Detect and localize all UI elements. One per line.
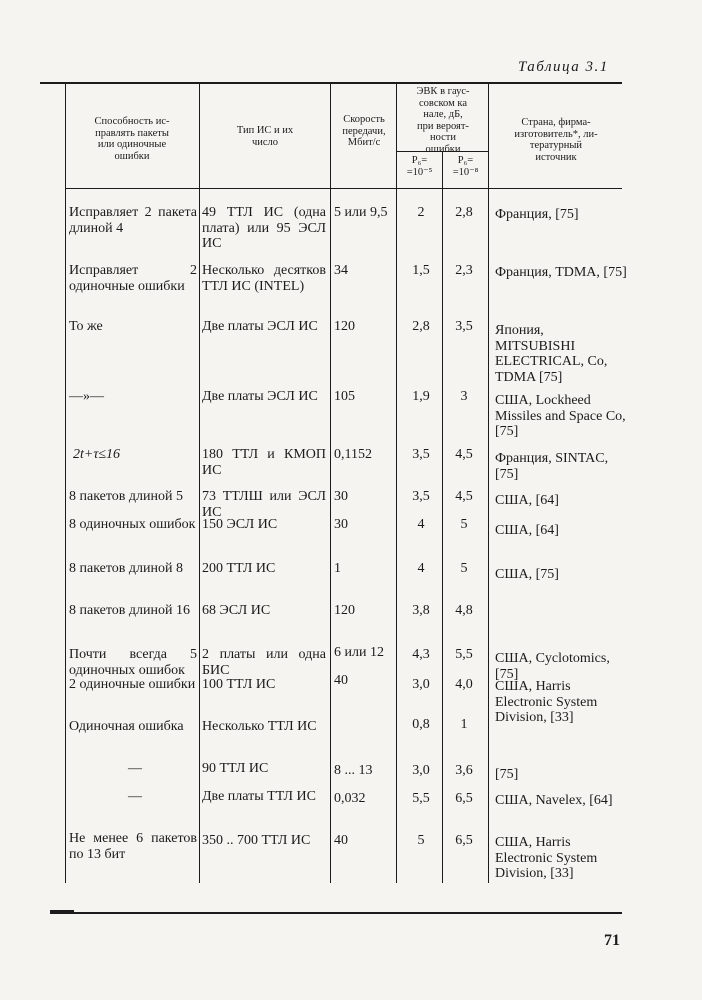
cell-speed: 0,032 (334, 791, 366, 806)
cell-source: США, [64] (495, 493, 559, 508)
cell-speed: 34 (334, 263, 348, 278)
cell-ic-type: 200 ТТЛ ИС (202, 561, 276, 576)
footer-rule (50, 912, 622, 914)
column-divider (65, 83, 66, 883)
cell-p8: 3,5 (455, 319, 473, 334)
cell-speed: 1 (334, 561, 341, 576)
cell-capability: Почти всегда 5 одиночных ошибок (69, 647, 197, 678)
cell-capability: 2 одиночные ошибки (69, 677, 196, 692)
cell-ic-type: 180 ТТЛ и КМОП ИС (202, 447, 326, 478)
header-ic-type: Тип ИС и их число (236, 125, 294, 148)
cell-capability: 8 пакетов длиной 5 (69, 489, 184, 504)
cell-p8: 5,5 (455, 647, 473, 662)
cell-source: США, Harris Electronic System Division, [33] (495, 835, 598, 881)
cell-p5: 4 (417, 561, 425, 576)
cell-source: США, Lockheed Missiles and Space Co, [75] (495, 393, 626, 439)
cell-ic-type: 49 ТТЛ ИС (одна плата) или 95 ЭСЛ ИС (202, 205, 326, 251)
cell-capability: 2t+τ≤16 (73, 447, 121, 462)
cell-ic-type: 150 ЭСЛ ИС (202, 517, 278, 532)
cell-p8: 5 (460, 517, 468, 532)
cell-speed: 105 (334, 389, 355, 404)
cell-ic-type: Несколько ТТЛ ИС (202, 719, 317, 734)
cell-ic-type: 100 ТТЛ ИС (202, 677, 276, 692)
cell-capability: 8 одиночных ошибок (69, 517, 196, 532)
header-speed: Скорость передачи, Мбит/с (342, 114, 386, 148)
cell-p8: 6,5 (455, 833, 473, 848)
cell-source: США, [75] (495, 567, 559, 582)
cell-source: Япония, MITSUBISHI ELECTRICAL, Co, TDMA [75] (495, 323, 608, 385)
cell-capability: Исправляет 2 пакета длиной 4 (69, 205, 197, 236)
cell-ic-type: Несколько десятков ТТЛ ИС (INTEL) (202, 263, 326, 294)
cell-ic-type: 2 платы или одна БИС (202, 647, 326, 678)
cell-p8: 4,8 (455, 603, 473, 618)
cell-p8: 4,5 (455, 489, 473, 504)
cell-ic-type: Две платы ЭСЛ ИС (202, 319, 318, 334)
page-number: 71 (604, 932, 620, 949)
cell-p8: 2,8 (455, 205, 473, 220)
cell-source: США, [64] (495, 523, 559, 538)
cell-p5: 0,8 (412, 717, 430, 732)
cell-speed: 40 (334, 833, 348, 848)
column-divider (199, 83, 200, 883)
cell-ic-type: Две платы ЭСЛ ИС (202, 389, 318, 404)
cell-capability: То же (69, 319, 103, 334)
cell-speed: 5 или 9,5 (334, 205, 388, 220)
cell-p5: 3,8 (412, 603, 430, 618)
cell-ic-type: 68 ЭСЛ ИС (202, 603, 271, 618)
cell-capability: Одиночная ошибка (69, 719, 184, 734)
cell-ic-type: 350 .. 700 ТТЛ ИС (202, 833, 311, 848)
cell-p5: 5,5 (412, 791, 430, 806)
cell-source: [75] (495, 767, 519, 782)
cell-p8: 6,5 (455, 791, 473, 806)
cell-p5: 4 (417, 517, 425, 532)
cell-speed: 120 (334, 603, 355, 618)
cell-ic-type: 73 ТТЛШ или ЭСЛ ИС (202, 489, 326, 520)
header-p8: P₆= =10⁻⁸ (452, 155, 479, 178)
cell-source: Франция, [75] (495, 207, 579, 222)
cell-p5: 3,0 (412, 677, 430, 692)
cell-capability: —»— (69, 389, 104, 404)
cell-capability: — (128, 789, 142, 804)
cell-source: США, Harris Electronic System Division, [33] (495, 679, 598, 725)
cell-p8: 3,6 (455, 763, 473, 778)
table-top-rule (40, 82, 622, 84)
cell-speed: 40 (334, 673, 348, 688)
cell-p5: 3,5 (412, 447, 430, 462)
cell-speed: 6 или 12 (334, 645, 384, 660)
cell-speed: 30 (334, 517, 348, 532)
cell-source: Франция, SINTAC, [75] (495, 451, 609, 482)
cell-p5: 2 (417, 205, 425, 220)
cell-p8: 4,0 (455, 677, 473, 692)
cell-capability: Исправляет 2 одиночные ошибки (69, 263, 197, 294)
header-capability: Способность ис- правлять пакеты или одиночные ошибки (94, 116, 170, 162)
cell-ic-type: Две платы ТТЛ ИС (202, 789, 316, 804)
header-evk: ЭВК в гаус- совском ка нале, дБ, при вероят- ности ошибки (416, 86, 470, 155)
cell-speed: 0,1152 (334, 447, 372, 462)
cell-capability: — (128, 761, 142, 776)
cell-p5: 3,5 (412, 489, 430, 504)
cell-p5: 2,8 (412, 319, 430, 334)
cell-speed: 30 (334, 489, 348, 504)
cell-source: США, Navelex, [64] (495, 793, 613, 808)
cell-capability: 8 пакетов длиной 8 (69, 561, 184, 576)
table-caption: Таблица 3.1 (518, 59, 609, 75)
header-bottom-rule (65, 188, 622, 189)
cell-p8: 2,3 (455, 263, 473, 278)
cell-p5: 1,9 (412, 389, 430, 404)
cell-p5: 3,0 (412, 763, 430, 778)
column-divider (330, 83, 331, 883)
cell-p5: 4,3 (412, 647, 430, 662)
column-divider (442, 152, 443, 883)
cell-p8: 5 (460, 561, 468, 576)
cell-capability: 8 пакетов длиной 16 (69, 603, 191, 618)
cell-p8: 4,5 (455, 447, 473, 462)
header-source: Страна, фирма- изготовитель*, ли- тературный источник (514, 117, 598, 163)
column-divider (488, 83, 489, 883)
cell-p8: 1 (460, 717, 468, 732)
cell-speed: 120 (334, 319, 355, 334)
cell-p8: 3 (460, 389, 468, 404)
cell-p5: 5 (417, 833, 425, 848)
cell-p5: 1,5 (412, 263, 430, 278)
cell-source: Франция, TDMA, [75] (495, 265, 627, 280)
cell-source: США, Cyclotomics, [75] (495, 651, 610, 682)
cell-speed: 8 ... 13 (334, 763, 373, 778)
cell-capability: Не менее 6 пакетов по 13 бит (69, 831, 197, 862)
cell-ic-type: 90 ТТЛ ИС (202, 761, 269, 776)
header-p5: P₆= =10⁻⁵ (406, 155, 433, 178)
